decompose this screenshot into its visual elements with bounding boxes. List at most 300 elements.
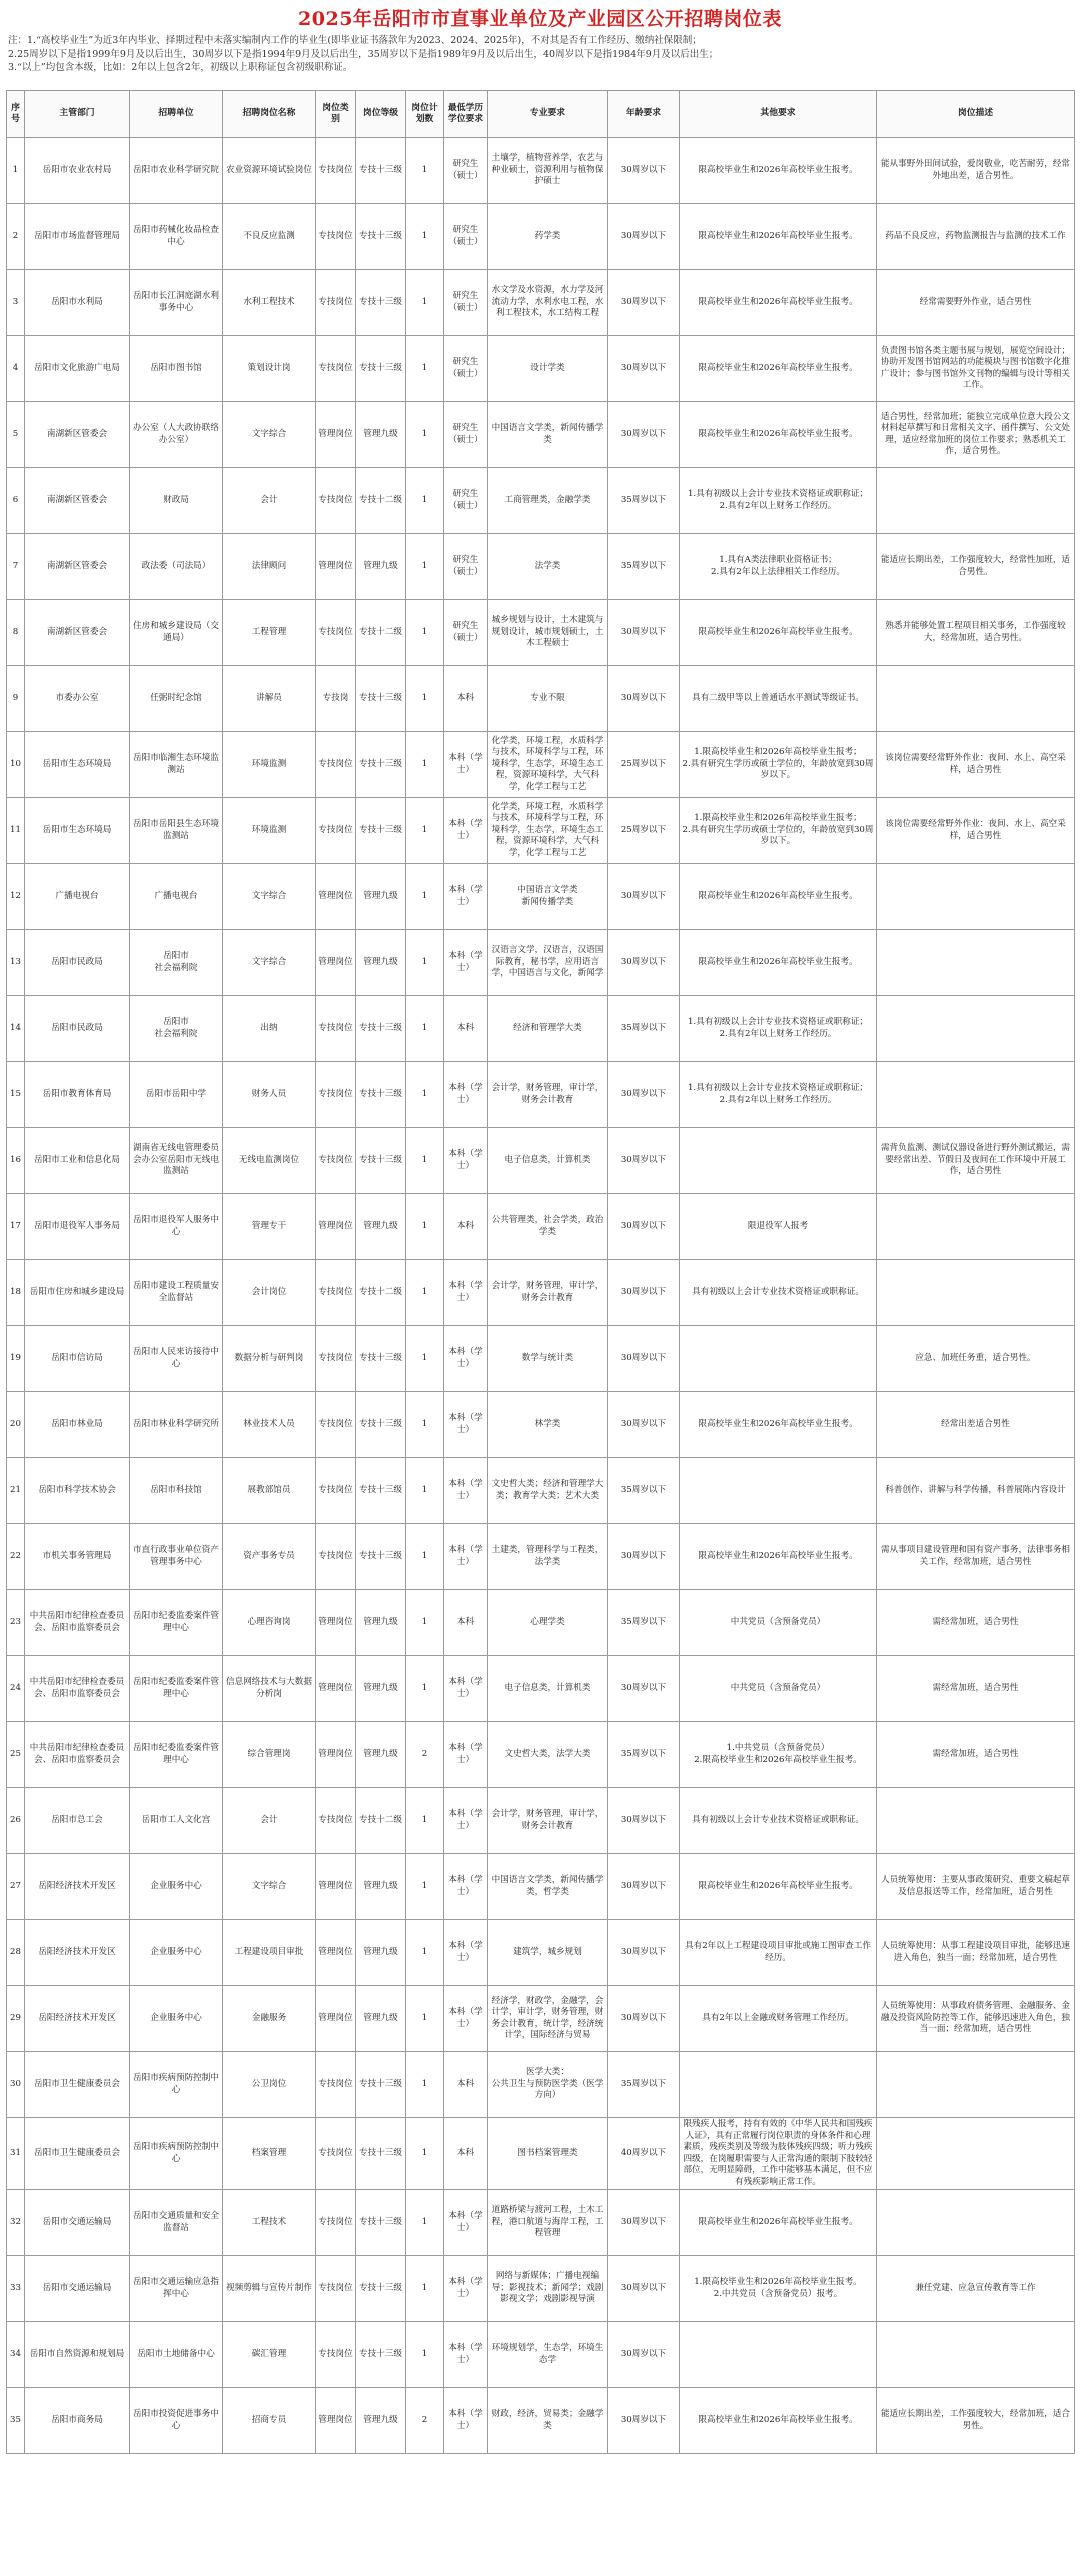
cell-major: 汉语言文学，汉语言，汉语国际教育，秘书学，应用语言学，中国语言与文化，新闻学 [488,930,608,996]
cell-major: 城乡规划与设计，土木建筑与规划设计，城市规划硕士，土木工程硕士 [488,600,608,666]
cell-no: 17 [7,1194,25,1260]
col-grade: 岗位等级 [356,91,406,138]
cell-post: 出纳 [223,996,316,1062]
cell-post: 法律顾问 [223,534,316,600]
cell-major: 工商管理类，金融学类 [488,468,608,534]
cell-post: 资产事务专员 [223,1524,316,1590]
cell-major: 电子信息类，计算机类 [488,1128,608,1194]
cell-grade: 管理九级 [356,864,406,930]
table-row [7,1392,1075,1458]
cell-type: 专技岗 [316,666,356,732]
cell-type: 专技岗位 [316,798,356,864]
cell-num: 1 [406,1260,444,1326]
cell-unit: 岳阳市工人文化宫 [130,1788,223,1854]
cell-unit: 岳阳市长江洞庭湖水利事务中心 [130,270,223,336]
cell-age: 30周岁以下 [608,930,680,996]
cell-num: 1 [406,666,444,732]
cell-num: 1 [406,2322,444,2388]
cell-dept: 广播电视台 [25,864,130,930]
cell-desc: 需从事项目建设管理和国有资产事务，法律事务相关工作，经常加班，适合男性 [877,1524,1075,1590]
cell-num: 1 [406,534,444,600]
cell-age: 30周岁以下 [608,1524,680,1590]
cell-major: 土壤学，植物营养学，农艺与种业硕士，资源利用与植物保护硕士 [488,138,608,204]
cell-type: 专技岗位 [316,2118,356,2190]
table-row [7,732,1075,798]
cell-type: 专技岗位 [316,204,356,270]
cell-grade: 专技十三级 [356,1062,406,1128]
cell-desc: 需经常加班，适合男性 [877,1590,1075,1656]
cell-num: 1 [406,2052,444,2118]
table-row [7,600,1075,666]
cell-unit: 岳阳市人民来访接待中心 [130,1326,223,1392]
cell-unit: 岳阳市纪委监委案件管理中心 [130,1590,223,1656]
table-row [7,1458,1075,1524]
cell-age: 35周岁以下 [608,1458,680,1524]
cell-dept: 岳阳市民政局 [25,996,130,1062]
cell-age: 30周岁以下 [608,2388,680,2454]
cell-grade: 专技十三级 [356,1458,406,1524]
cell-post: 会计 [223,1788,316,1854]
cell-unit: 岳阳市交通质量和安全监督站 [130,2190,223,2256]
cell-major: 设计学类 [488,336,608,402]
table-row [7,1788,1075,1854]
cell-type: 管理岗位 [316,1194,356,1260]
cell-desc [877,468,1075,534]
cell-grade: 专技十三级 [356,204,406,270]
cell-type: 专技岗位 [316,270,356,336]
cell-unit: 岳阳市土地储备中心 [130,2322,223,2388]
cell-edu: 本科（学士） [444,2388,488,2454]
cell-no: 22 [7,1524,25,1590]
cell-post: 碳汇管理 [223,2322,316,2388]
cell-desc: 能适应长期出差，工作强度较大，经常性加班，适合男性。 [877,534,1075,600]
cell-desc: 熟悉并能够处置工程项目相关事务，工作强度较大，经常加班，适合男性。 [877,600,1075,666]
cell-unit: 政法委（司法局） [130,534,223,600]
cell-dept: 岳阳市生态环境局 [25,798,130,864]
cell-dept: 岳阳市商务局 [25,2388,130,2454]
cell-type: 管理岗位 [316,402,356,468]
cell-dept: 中共岳阳市纪律检查委员会、岳阳市监察委员会 [25,1590,130,1656]
note-line: 注：1.“高校毕业生”为近3年内毕业、择期过程中未落实编制内工作的毕业生(即毕业证书落款年为2023、2024、2025年)，不对其是否有工作经历、缴纳社保限制； [8,35,702,46]
cell-desc: 人员统筹使用：主要从事政策研究、重要文稿起草及信息报送等工作，经常加班，适合男性 [877,1854,1075,1920]
cell-other: 具有初级以上会计专业技术资格证或职称证。 [680,1260,877,1326]
cell-num: 1 [406,1788,444,1854]
cell-grade: 管理九级 [356,1920,406,1986]
cell-other [680,1458,877,1524]
cell-post: 文字综合 [223,930,316,996]
cell-other: 限高校毕业生和2026年高校毕业生报考。 [680,1392,877,1458]
cell-age: 30周岁以下 [608,2256,680,2322]
cell-dept: 岳阳市信访局 [25,1326,130,1392]
cell-num: 1 [406,270,444,336]
cell-edu: 本科 [444,2052,488,2118]
cell-edu: 本科（学士） [444,1524,488,1590]
cell-post: 档案管理 [223,2118,316,2190]
cell-other: 1.具有初级以上会计专业技术资格证或职称证； 2.具有2年以上财务工作经历。 [680,468,877,534]
cell-other: 具有2年以上工程建设项目审批或施工图审查工作经历。 [680,1920,877,1986]
cell-edu: 研究生（硕士） [444,468,488,534]
cell-desc [877,864,1075,930]
cell-unit: 岳阳市岳阳中学 [130,1062,223,1128]
cell-unit: 岳阳市建设工程质量安全监督站 [130,1260,223,1326]
cell-unit: 岳阳市 社会福利院 [130,930,223,996]
cell-desc: 人员统筹使用：从事政府债务管理、金融服务、金融及投资风险防控等工作，能够迅速进入角色，独当一面；经常加班，适合男性 [877,1986,1075,2052]
cell-grade: 专技十二级 [356,1260,406,1326]
cell-edu: 本科（学士） [444,1656,488,1722]
cell-type: 专技岗位 [316,1458,356,1524]
cell-desc [877,996,1075,1062]
cell-edu: 本科（学士） [444,2322,488,2388]
cell-type: 专技岗位 [316,1524,356,1590]
cell-other [680,1326,877,1392]
cell-desc: 经常出差适合男性 [877,1392,1075,1458]
cell-unit: 岳阳市疾病预防控制中心 [130,2052,223,2118]
cell-no: 14 [7,996,25,1062]
cell-post: 展教部馆员 [223,1458,316,1524]
cell-major: 心理学类 [488,1590,608,1656]
cell-other [680,2052,877,2118]
table-row [7,1722,1075,1788]
cell-dept: 岳阳经济技术开发区 [25,1920,130,1986]
cell-other: 具有2年以上金融或财务管理工作经历。 [680,1986,877,2052]
cell-edu: 本科（学士） [444,1920,488,1986]
cell-edu: 本科（学士） [444,1128,488,1194]
cell-post: 环境监测 [223,732,316,798]
cell-no: 13 [7,930,25,996]
col-edu: 最低学历学位要求 [444,91,488,138]
cell-grade: 管理九级 [356,1656,406,1722]
cell-grade: 管理九级 [356,1722,406,1788]
cell-dept: 岳阳市自然资源和规划局 [25,2322,130,2388]
cell-age: 30周岁以下 [608,1920,680,1986]
cell-desc [877,666,1075,732]
cell-dept: 南湖新区管委会 [25,534,130,600]
cell-age: 30周岁以下 [608,138,680,204]
cell-dept: 市机关事务管理局 [25,1524,130,1590]
cell-no: 30 [7,2052,25,2118]
cell-dept: 岳阳市科学技术协会 [25,1458,130,1524]
cell-no: 32 [7,2190,25,2256]
cell-type: 专技岗位 [316,2052,356,2118]
table-row [7,1590,1075,1656]
cell-no: 35 [7,2388,25,2454]
cell-type: 管理岗位 [316,2388,356,2454]
cell-dept: 岳阳市农业农村局 [25,138,130,204]
cell-unit: 财政局 [130,468,223,534]
cell-other: 限高校毕业生和2026年高校毕业生报考。 [680,930,877,996]
col-num: 岗位计划数 [406,91,444,138]
cell-no: 29 [7,1986,25,2052]
cell-post: 数据分析与研判岗 [223,1326,316,1392]
cell-age: 35周岁以下 [608,996,680,1062]
cell-unit: 任弼时纪念馆 [130,666,223,732]
cell-type: 专技岗位 [316,1788,356,1854]
cell-edu: 本科 [444,1590,488,1656]
cell-num: 1 [406,1392,444,1458]
cell-major: 公共管理类，社会学类，政治学类 [488,1194,608,1260]
cell-type: 专技岗位 [316,138,356,204]
cell-post: 环境监测 [223,798,316,864]
cell-num: 1 [406,600,444,666]
cell-num: 1 [406,1128,444,1194]
cell-no: 27 [7,1854,25,1920]
cell-post: 视频剪辑与宣传片制作 [223,2256,316,2322]
cell-post: 信息网络技术与大数据分析岗 [223,1656,316,1722]
cell-age: 30周岁以下 [608,1326,680,1392]
cell-num: 1 [406,864,444,930]
cell-desc: 负责图书馆各类主题书展与规划，展览空间设计；协助开发图书馆网站的功能模块与图书馆数字化推广设计；参与图书馆外文刊物的编辑与设计等相关工作。 [877,336,1075,402]
cell-grade: 专技十二级 [356,468,406,534]
cell-age: 30周岁以下 [608,336,680,402]
cell-post: 会计 [223,468,316,534]
cell-grade: 专技十三级 [356,1128,406,1194]
note-line: 3.“以上”均包含本级，比如：2年以上包含2年，初级以上职称证包含初级职称证。 [8,62,353,73]
cell-post: 财务人员 [223,1062,316,1128]
cell-post: 工程建设项目审批 [223,1920,316,1986]
cell-post: 会计岗位 [223,1260,316,1326]
cell-post: 工程技术 [223,2190,316,2256]
cell-major: 财政，经济，贸易类；金融学类 [488,2388,608,2454]
cell-major: 会计学，财务管理，审计学，财务会计教育 [488,1788,608,1854]
cell-dept: 岳阳市教育体育局 [25,1062,130,1128]
cell-other: 限残疾人报考，持有有效的《中华人民共和国残疾人证》，具有正常履行岗位职责的身体条件和心理素质，残疾类别及等级为肢体残疾四级；听力残疾四级，在岗履职需要与人正常沟通的限制下肢较轻部位，无明显障碍，工作中能够基本满足，但不应有残疾影响正常工作。 [680,2118,877,2190]
cell-unit: 企业服务中心 [130,1854,223,1920]
cell-unit: 岳阳市林业科学研究所 [130,1392,223,1458]
cell-desc: 药品不良反应，药物监测报告与监测的技术工作 [877,204,1075,270]
cell-age: 30周岁以下 [608,1854,680,1920]
cell-major: 网络与新媒体；广播电视编导；影视技术；新闻学；戏剧影视文学；戏剧影视导演 [488,2256,608,2322]
cell-dept: 南湖新区管委会 [25,600,130,666]
cell-type: 管理岗位 [316,1722,356,1788]
cell-major: 专业不限 [488,666,608,732]
cell-edu: 本科（学士） [444,1326,488,1392]
cell-desc [877,1788,1075,1854]
cell-no: 20 [7,1392,25,1458]
cell-no: 26 [7,1788,25,1854]
cell-other: 限高校毕业生和2026年高校毕业生报考。 [680,2388,877,2454]
cell-num: 1 [406,402,444,468]
cell-type: 专技岗位 [316,1260,356,1326]
cell-unit: 岳阳市药械化妆品检查中心 [130,204,223,270]
cell-other: 1.中共党员（含预备党员） 2.限高校毕业生和2026年高校毕业生报考。 [680,1722,877,1788]
cell-num: 1 [406,1920,444,1986]
cell-desc [877,1260,1075,1326]
cell-unit: 岳阳市投资促进事务中心 [130,2388,223,2454]
cell-desc: 需经常加班，适合男性 [877,1656,1075,1722]
cell-age: 30周岁以下 [608,1788,680,1854]
cell-dept: 岳阳市生态环境局 [25,732,130,798]
cell-dept: 岳阳市工业和信息化局 [25,1128,130,1194]
cell-no: 8 [7,600,25,666]
table-row [7,1194,1075,1260]
cell-post: 招商专员 [223,2388,316,2454]
table-row [7,270,1075,336]
cell-age: 30周岁以下 [608,1194,680,1260]
cell-edu: 本科（学士） [444,1986,488,2052]
cell-other: 限高校毕业生和2026年高校毕业生报考。 [680,1854,877,1920]
cell-other: 限高校毕业生和2026年高校毕业生报考。 [680,270,877,336]
cell-edu: 本科 [444,666,488,732]
table-row [7,1986,1075,2052]
cell-desc [877,2052,1075,2118]
cell-unit: 住房和城乡建设局（交通局） [130,600,223,666]
cell-edu: 本科 [444,996,488,1062]
cell-grade: 专技十二级 [356,600,406,666]
cell-grade: 管理九级 [356,1194,406,1260]
cell-major: 环境规划学，生态学，环境生态学 [488,2322,608,2388]
table-row [7,1854,1075,1920]
table-row [7,930,1075,996]
cell-no: 3 [7,270,25,336]
table-row [7,2118,1075,2190]
cell-desc: 能从事野外田间试验，爱岗敬业，吃苦耐劳，经常外地出差，适合男性。 [877,138,1075,204]
cell-major: 会计学，财务管理，审计学，财务会计教育 [488,1062,608,1128]
cell-age: 30周岁以下 [608,1128,680,1194]
cell-edu: 本科 [444,2118,488,2190]
cell-dept: 岳阳市卫生健康委员会 [25,2118,130,2190]
cell-other: 限高校毕业生和2026年高校毕业生报考。 [680,600,877,666]
cell-unit: 岳阳市退役军人服务中心 [130,1194,223,1260]
cell-edu: 本科（学士） [444,930,488,996]
notes [8,34,1072,75]
cell-major: 林学类 [488,1392,608,1458]
col-unit: 招聘单位 [130,91,223,138]
cell-desc: 兼任党建、应急宣传教育等工作 [877,2256,1075,2322]
cell-unit: 市直行政事业单位资产管理事务中心 [130,1524,223,1590]
col-no: 序号 [7,91,25,138]
cell-other: 1.限高校毕业生和2026年高校毕业生报考。 2.中共党员（含预备党员）报考。 [680,2256,877,2322]
cell-edu: 研究生（硕士） [444,534,488,600]
cell-num: 1 [406,930,444,996]
col-major: 专业要求 [488,91,608,138]
cell-dept: 岳阳市市场监督管理局 [25,204,130,270]
cell-unit: 企业服务中心 [130,1920,223,1986]
cell-num: 1 [406,2256,444,2322]
cell-desc: 该岗位需要经常野外作业：夜间、水上、高空采样，适合男性 [877,798,1075,864]
cell-no: 9 [7,666,25,732]
table-row [7,1128,1075,1194]
cell-grade: 专技十三级 [356,2322,406,2388]
cell-post: 公卫岗位 [223,2052,316,2118]
table-row [7,2052,1075,2118]
cell-type: 专技岗位 [316,2256,356,2322]
cell-num: 1 [406,996,444,1062]
cell-desc [877,2118,1075,2190]
cell-dept: 岳阳市林业局 [25,1392,130,1458]
cell-dept: 市委办公室 [25,666,130,732]
cell-major: 经济和管理学大类 [488,996,608,1062]
cell-no: 25 [7,1722,25,1788]
cell-major: 道路桥梁与渡河工程，土木工程，港口航道与海岸工程，工程管理 [488,2190,608,2256]
cell-grade: 管理九级 [356,402,406,468]
cell-grade: 专技十三级 [356,2190,406,2256]
cell-major: 会计学，财务管理，审计学，财务会计教育 [488,1260,608,1326]
table-row [7,2322,1075,2388]
cell-dept: 岳阳市水利局 [25,270,130,336]
cell-num: 1 [406,336,444,402]
table-row [7,1656,1075,1722]
cell-no: 34 [7,2322,25,2388]
cell-dept: 岳阳市退役军人事务局 [25,1194,130,1260]
cell-no: 24 [7,1656,25,1722]
cell-edu: 本科（学士） [444,1260,488,1326]
cell-type: 专技岗位 [316,468,356,534]
cell-post: 讲解员 [223,666,316,732]
cell-grade: 专技十三级 [356,1524,406,1590]
cell-num: 1 [406,1326,444,1392]
cell-num: 1 [406,1590,444,1656]
cell-grade: 管理九级 [356,534,406,600]
cell-age: 30周岁以下 [608,666,680,732]
cell-edu: 本科（学士） [444,1788,488,1854]
table-row [7,864,1075,930]
cell-age: 35周岁以下 [608,1722,680,1788]
table-row [7,1920,1075,1986]
cell-edu: 研究生（硕士） [444,402,488,468]
cell-desc: 人员统筹使用：从事工程建设项目审批，能够迅速进入角色，独当一面；经常加班，适合男性 [877,1920,1075,1986]
table-row [7,1524,1075,1590]
cell-grade: 专技十三级 [356,336,406,402]
cell-age: 35周岁以下 [608,2052,680,2118]
cell-edu: 本科（学士） [444,1854,488,1920]
cell-other: 限高校毕业生和2026年高校毕业生报考。 [680,402,877,468]
cell-age: 30周岁以下 [608,204,680,270]
cell-edu: 本科（学士） [444,2256,488,2322]
cell-edu: 研究生（硕士） [444,600,488,666]
cell-grade: 专技十二级 [356,1788,406,1854]
cell-major: 建筑学，城乡规划 [488,1920,608,1986]
cell-post: 文字综合 [223,1854,316,1920]
cell-type: 专技岗位 [316,996,356,1062]
table-row [7,534,1075,600]
cell-other: 1.具有初级以上会计专业技术资格证或职称证； 2.具有2年以上财务工作经历。 [680,1062,877,1128]
cell-type: 管理岗位 [316,930,356,996]
cell-major: 水文学及水资源，水力学及河流动力学，水利水电工程，水利工程技术，水工结构工程 [488,270,608,336]
cell-num: 1 [406,1062,444,1128]
cell-unit: 岳阳市图书馆 [130,336,223,402]
cell-no: 16 [7,1128,25,1194]
cell-type: 专技岗位 [316,1128,356,1194]
cell-no: 4 [7,336,25,402]
cell-type: 专技岗位 [316,1326,356,1392]
cell-no: 33 [7,2256,25,2322]
cell-other: 限高校毕业生和2026年高校毕业生报考。 [680,336,877,402]
cell-no: 15 [7,1062,25,1128]
cell-age: 30周岁以下 [608,270,680,336]
cell-desc: 适合男性，经常加班；能独立完成单位意大段公文材料起草撰写和日常相关文字、函件撰写、公文处理，适应经常加班的岗位工作要求；熟悉机关工作，适合男性。 [877,402,1075,468]
cell-desc: 应急、加班任务重，适合男性。 [877,1326,1075,1392]
cell-grade: 专技十三级 [356,996,406,1062]
cell-major: 经济学，财政学，金融学，会计学，审计学，财务管理，财务会计教育，统计学，经济统计学，国际经济与贸易 [488,1986,608,2052]
cell-num: 2 [406,2388,444,2454]
cell-age: 30周岁以下 [608,1062,680,1128]
cell-no: 23 [7,1590,25,1656]
table-row [7,468,1075,534]
cell-num: 1 [406,2190,444,2256]
cell-num: 1 [406,1656,444,1722]
cell-type: 专技岗位 [316,1062,356,1128]
cell-major: 中国语言文学类，新闻传播学类 [488,402,608,468]
cell-grade: 专技十三级 [356,2052,406,2118]
cell-major: 土建类，管理科学与工程类，法学类 [488,1524,608,1590]
cell-unit: 岳阳市科技馆 [130,1458,223,1524]
col-age: 年龄要求 [608,91,680,138]
cell-num: 1 [406,2118,444,2190]
cell-post: 工程管理 [223,600,316,666]
cell-other: 具有二级甲等以上普通话水平测试等级证书。 [680,666,877,732]
cell-type: 专技岗位 [316,336,356,402]
note-line: 2.25周岁以下是指1999年9月及以后出生，30周岁以下是指1994年9月及以后出生，35周岁以下是指1989年9月及以后出生，40周岁以下是指1984年9月及以后出生； [8,48,719,60]
